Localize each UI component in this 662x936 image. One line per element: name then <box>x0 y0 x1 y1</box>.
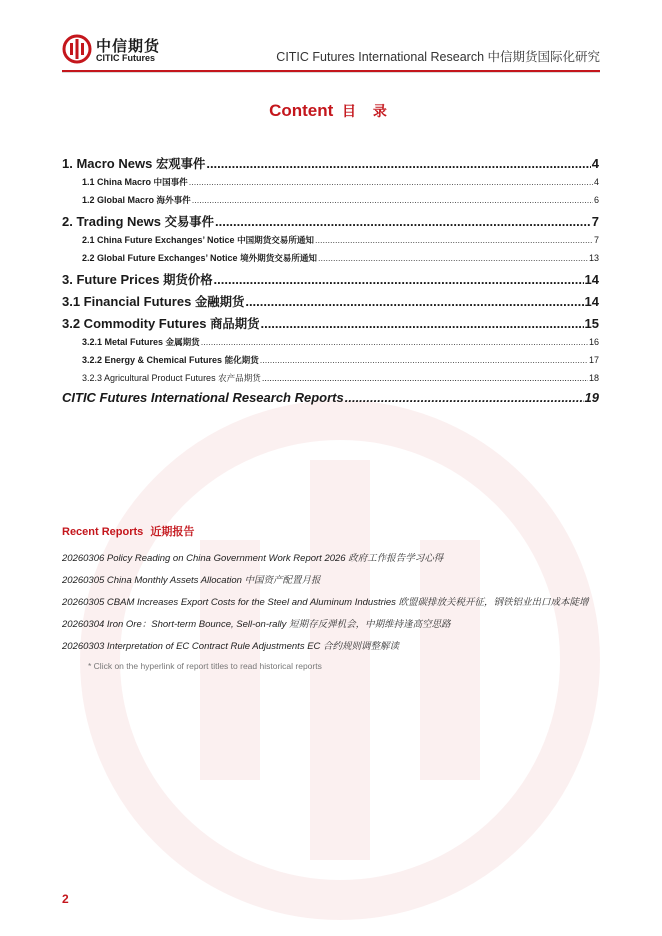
toc-item-financial[interactable] <box>62 292 599 314</box>
report-title-cn: 政府工作报告学习心得 <box>348 553 444 564</box>
toc-leader <box>201 337 588 347</box>
toc-label-cn: 金属期货 <box>165 338 200 348</box>
toc-leader <box>192 195 593 205</box>
recent-reports <box>62 523 602 671</box>
recent-title-en: Recent Reports <box>62 526 144 538</box>
toc-page: 13 <box>588 253 599 263</box>
toc-page: 7 <box>591 214 599 229</box>
toc-item-agricultural[interactable] <box>62 372 599 390</box>
toc-label: 1.1 China Macro <box>82 177 152 187</box>
toc-label-cn: 境外期货交易所通知 <box>240 254 317 264</box>
report-link[interactable] <box>62 617 602 633</box>
toc-label-cn: 农产品期货 <box>218 374 261 384</box>
toc-item-prices[interactable] <box>62 270 599 292</box>
toc-page: 6 <box>593 195 599 205</box>
report-title-en: 20260303 Interpretation of EC Contract Rule Adjustments EC <box>62 641 321 652</box>
toc-item-global-macro[interactable] <box>62 194 599 212</box>
report-title-en: 20260306 Policy Reading on China Government Work Report 2026 <box>62 553 346 564</box>
toc-leader <box>345 390 584 405</box>
toc-page: 16 <box>588 337 599 347</box>
toc-leader <box>206 156 590 171</box>
toc-item-macro[interactable] <box>62 154 599 176</box>
toc-leader <box>260 316 583 331</box>
toc-label: 1. Macro News <box>62 156 153 171</box>
citic-logo <box>62 34 172 68</box>
toc-item-trading[interactable] <box>62 212 599 234</box>
table-of-contents <box>62 154 599 412</box>
toc-label: 3.2.2 Energy & Chemical Futures <box>82 355 223 365</box>
report-link[interactable] <box>62 551 602 567</box>
toc-leader <box>262 373 588 383</box>
toc-label-cn: 商品期货 <box>210 316 260 331</box>
toc-label: 2.2 Global Future Exchanges’ Notice <box>82 253 238 263</box>
toc-item-reports[interactable] <box>62 390 599 412</box>
toc-label: 3.2 Commodity Futures <box>62 316 207 331</box>
toc-label: CITIC Futures International Research Reports <box>62 390 344 405</box>
header-rule-secondary <box>62 72 600 73</box>
toc-page: 4 <box>593 177 599 187</box>
page-title-en: Content <box>269 101 334 120</box>
toc-label-cn: 金融期货 <box>194 294 245 309</box>
report-link[interactable] <box>62 573 602 589</box>
toc-label-cn: 宏观事件 <box>155 156 206 171</box>
hyperlink-note: * Click on the hyperlink of report titles to read historical reports <box>88 661 322 671</box>
toc-leader <box>315 235 593 245</box>
toc-leader <box>189 177 593 187</box>
toc-page: 14 <box>584 272 599 287</box>
toc-label: 1.2 Global Macro <box>82 195 155 205</box>
recent-reports-title <box>62 523 602 539</box>
toc-label: 2.1 China Future Exchanges’ Notice <box>82 235 235 245</box>
report-link[interactable] <box>62 639 602 655</box>
toc-page: 17 <box>588 355 599 365</box>
header-title: CITIC Futures International Research 中信期货国际化研究 <box>276 50 600 64</box>
toc-label-cn: 交易事件 <box>164 214 214 229</box>
toc-leader <box>245 294 583 309</box>
toc-label: 2. Trading News <box>62 214 161 229</box>
page-header <box>62 32 600 72</box>
toc-label: 3.1 Financial Futures <box>62 294 192 309</box>
report-title-cn: 短期存反弹机会，中期维持逢高空思路 <box>289 619 451 630</box>
page-number: 2 <box>62 892 69 906</box>
toc-leader <box>215 214 591 229</box>
toc-page: 18 <box>588 373 599 383</box>
toc-label: 3. Future Prices <box>62 272 160 287</box>
toc-item-china-exchanges[interactable] <box>62 234 599 252</box>
toc-item-china-macro[interactable] <box>62 176 599 194</box>
toc-page: 19 <box>584 390 599 405</box>
page-title-cn: 目 录 <box>342 104 393 120</box>
toc-label-cn: 期货价格 <box>163 272 213 287</box>
toc-leader <box>318 253 588 263</box>
report-title-en: 20260304 Iron Ore：Short-term Bounce, Sell-on-rally <box>62 619 287 630</box>
toc-label: 3.2.1 Metal Futures <box>82 337 164 347</box>
toc-leader <box>214 272 584 287</box>
citic-logo-icon <box>62 34 92 64</box>
toc-label: 3.2.3 Agricultural Product Futures <box>82 373 216 383</box>
logo-cn-text: 中信期货 <box>96 38 161 55</box>
report-title-en: 20260305 China Monthly Assets Allocation <box>62 575 242 586</box>
report-title-cn: 欧盟碳排放关税开征，钢铁铝业出口成本陡增 <box>398 597 589 608</box>
recent-title-cn: 近期报告 <box>150 525 195 538</box>
toc-page: 14 <box>584 294 599 309</box>
toc-item-metal[interactable] <box>62 336 599 354</box>
report-title-cn: 合约规则调整解读 <box>323 641 400 652</box>
report-title-en: 20260305 CBAM Increases Export Costs for the Steel and Aluminum Industries <box>62 597 396 608</box>
toc-label-cn: 海外事件 <box>156 196 191 206</box>
page-title <box>0 101 662 121</box>
toc-item-commodity[interactable] <box>62 314 599 336</box>
toc-label-cn: 中国期货交易所通知 <box>237 236 314 246</box>
toc-leader <box>260 355 588 365</box>
toc-label-cn: 能化期货 <box>224 356 259 366</box>
logo-en-text: CITIC Futures <box>96 53 156 63</box>
toc-item-global-exchanges[interactable] <box>62 252 599 270</box>
toc-label-cn: 中国事件 <box>153 178 188 188</box>
report-title-cn: 中国资产配置月报 <box>244 575 321 586</box>
report-link[interactable] <box>62 595 602 611</box>
toc-item-energy[interactable] <box>62 354 599 372</box>
toc-page: 4 <box>591 156 599 171</box>
toc-page: 7 <box>593 235 599 245</box>
toc-page: 15 <box>584 316 599 331</box>
